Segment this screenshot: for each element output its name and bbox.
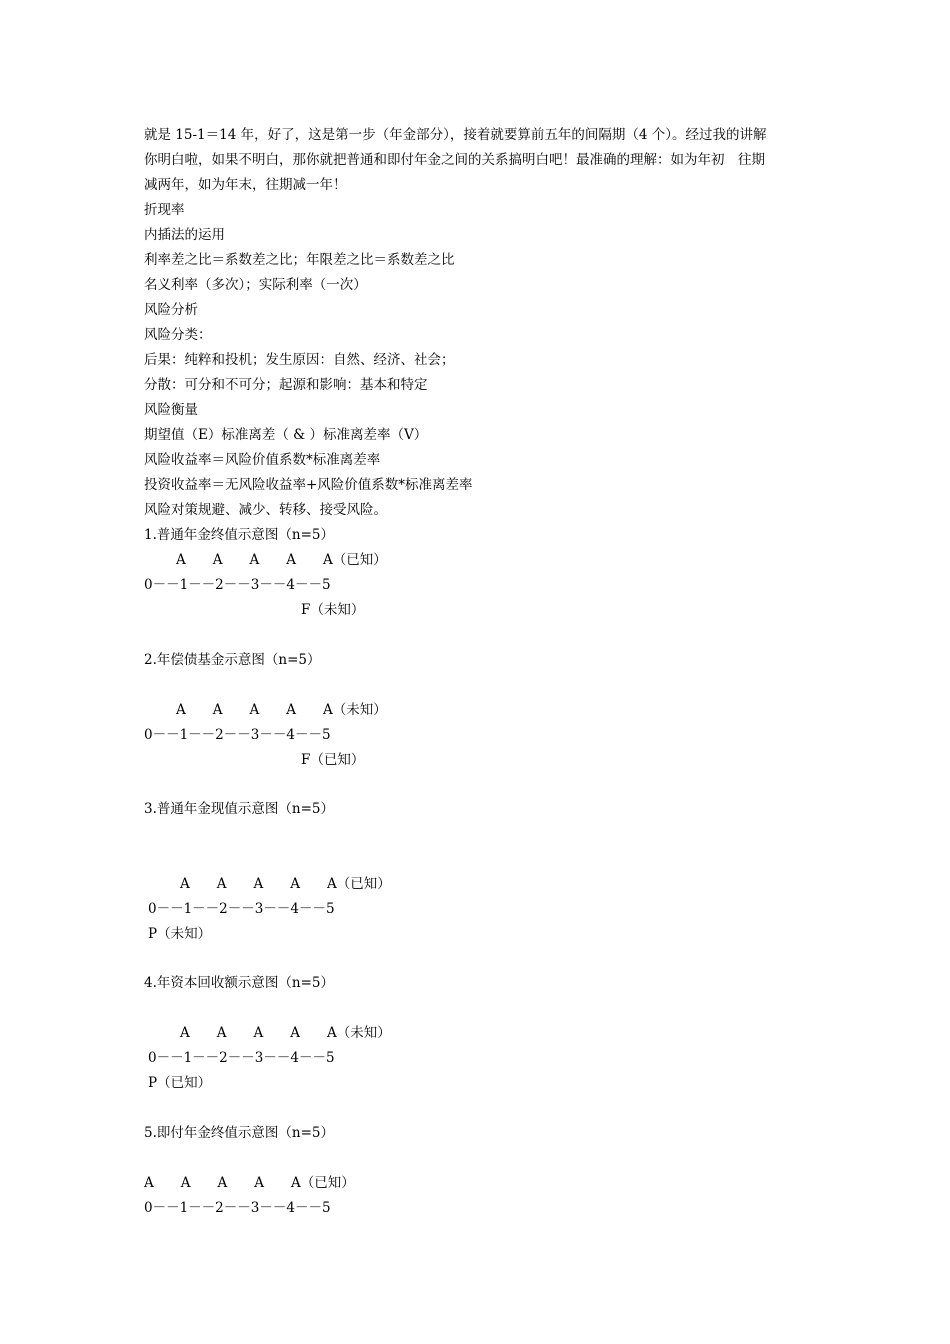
diagram-timeline: 0－－1－－2－－3－－4－－5 xyxy=(148,1050,335,1066)
diagram-annuity-row: A A A A A（未知） xyxy=(180,1025,391,1041)
diagram-title: 2.年偿债基金示意图（n=5） xyxy=(144,652,321,668)
diagram-title: 4.年资本回收额示意图（n=5） xyxy=(144,975,334,991)
text-line: 你明白啦，如果不明白，那你就把普通和即付年金之间的关系搞明白吧！最准确的理解：如为年初 往期 xyxy=(144,152,765,168)
text-line: 名义利率（多次）；实际利率（一次） xyxy=(144,277,367,293)
text-line: 后果：纯粹和投机；发生原因：自然、经济、社会； xyxy=(144,352,455,368)
heading-line: 内插法的运用 xyxy=(144,227,225,243)
text-line: 利率差之比＝系数差之比；年限差之比＝系数差之比 xyxy=(144,252,455,268)
text-line: 就是 15-1＝14 年，好了，这是第一步（年金部分），接着就要算前五年的间隔期（4 个）。经过我的讲解 xyxy=(144,127,767,143)
diagram-value-label: F（已知） xyxy=(301,752,365,768)
diagram-value-label: P（已知） xyxy=(148,1075,212,1091)
diagram-timeline: 0－－1－－2－－3－－4－－5 xyxy=(144,577,331,593)
heading-line: 风险衡量 xyxy=(144,402,198,418)
diagram-timeline: 0－－1－－2－－3－－4－－5 xyxy=(144,727,331,743)
diagram-value-label: F（未知） xyxy=(301,602,365,618)
text-line: 风险分类： xyxy=(144,327,212,343)
heading-line: 风险分析 xyxy=(144,302,198,318)
diagram-annuity-row: A A A A A（未知） xyxy=(176,702,387,718)
text-line: 分散：可分和不可分；起源和影响：基本和特定 xyxy=(144,377,428,393)
diagram-title: 5.即付年金终值示意图（n=5） xyxy=(144,1125,334,1141)
text-line: 减两年，如为年末，往期减一年！ xyxy=(144,177,347,193)
text-line: 风险对策规避、减少、转移、接受风险。 xyxy=(144,502,387,518)
diagram-annuity-row: A A A A A（已知） xyxy=(144,1175,355,1191)
formula-line: 风险收益率＝风险价值系数*标准离差率 xyxy=(144,452,381,468)
diagram-value-label: P（未知） xyxy=(148,926,212,942)
heading-line: 折现率 xyxy=(144,202,185,218)
diagram-annuity-row: A A A A A（已知） xyxy=(180,876,391,892)
diagram-annuity-row: A A A A A（已知） xyxy=(176,552,387,568)
diagram-title: 1.普通年金终值示意图（n=5） xyxy=(144,527,334,543)
diagram-title: 3.普通年金现值示意图（n=5） xyxy=(144,801,334,817)
text-line: 期望值（E）标准离差（ & ）标准离差率（V） xyxy=(144,427,428,443)
formula-line: 投资收益率＝无风险收益率+风险价值系数*标准离差率 xyxy=(144,477,473,493)
diagram-timeline: 0－－1－－2－－3－－4－－5 xyxy=(144,1200,331,1216)
diagram-timeline: 0－－1－－2－－3－－4－－5 xyxy=(148,901,335,917)
